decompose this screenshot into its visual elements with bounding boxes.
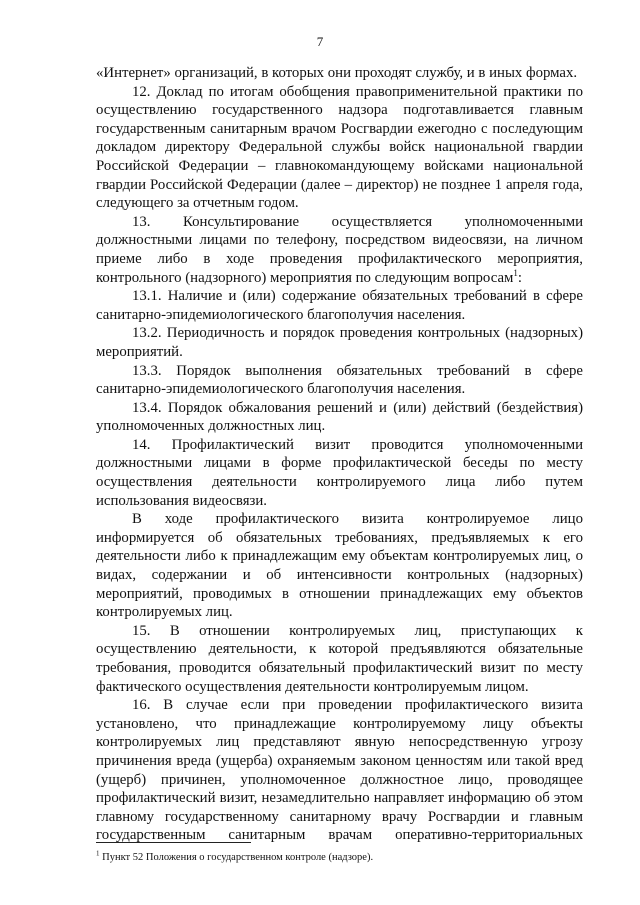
paragraph-suffix: : bbox=[517, 269, 523, 286]
footnote-divider bbox=[96, 842, 251, 843]
paragraph bbox=[96, 324, 583, 361]
paragraph bbox=[96, 362, 583, 399]
document-body bbox=[96, 64, 583, 845]
paragraph bbox=[96, 696, 583, 845]
footnote-text: Пункт 52 Положения о государственном контроле (надзоре). bbox=[102, 852, 374, 863]
paragraph bbox=[96, 64, 583, 83]
paragraph-text: 13. Консультирование осуществляется уполномоченными должностными лицами по телефону, посредством видеосвязи, на личном приеме либо в ходе проведения профилактического мероприятия, контрольного (надзорного) мероприятия по следующим вопросам bbox=[96, 213, 583, 286]
paragraph-text: 13.3. Порядок выполнения обязательных требований в сфере санитарно-эпидемиологического благополучия населения. bbox=[96, 362, 583, 398]
page-number: 7 bbox=[316, 34, 324, 49]
paragraph-text: 13.4. Порядок обжалования решений и (или) действий (бездействия) уполномоченных должностных лиц. bbox=[96, 399, 583, 435]
paragraph-text: 12. Доклад по итогам обобщения правоприменительной практики по осуществлению государственного надзора подготавливается главным государственным санитарным врачом Росгвардии ежегодно с последующим докладом директору Федеральной службы войск национальной гвардии Российской Федерации – главнокомандующему войсками национальной гвардии Российской Федерации (далее – директор) не позднее 1 апреля года, следующего за отчетным годом. bbox=[96, 83, 583, 212]
paragraph-text: «Интернет» организаций, в которых они проходят службу, и в иных формах. bbox=[96, 65, 578, 81]
paragraph-text: 15. В отношении контролируемых лиц, приступающих к осуществлению деятельности, к которой предъявляются обязательные требования, проводится обязательный профилактический визит по месту фактического осуществления деятельности контролируемым лицом. bbox=[96, 622, 583, 695]
paragraph-text: 13.1. Наличие и (или) содержание обязательных требований в сфере санитарно-эпидемиологического благополучия населения. bbox=[96, 288, 583, 323]
paragraph-text: 13.2. Периодичность и порядок проведения контрольных (надзорных) мероприятий. bbox=[96, 325, 583, 360]
paragraph bbox=[96, 83, 583, 213]
paragraph bbox=[96, 622, 583, 696]
paragraph-text: 14. Профилактический визит проводится уполномоченными должностными лицами в форме профилактической беседы по месту осуществления деятельности контролируемого лица либо путем использования видеосвязи. bbox=[96, 436, 583, 509]
footnote-reference: 1 bbox=[513, 267, 518, 278]
paragraph bbox=[96, 213, 583, 287]
paragraph bbox=[96, 287, 583, 324]
footnote bbox=[96, 851, 583, 864]
footnote-marker: 1 bbox=[96, 849, 100, 858]
paragraph-text: В ходе профилактического визита контролируемое лицо информируется об обязательных требованиях, предъявляемых к его деятельности либо к принадлежащим ему объектам контролируемых лиц, о видах, содержании и об интенсивности контрольных (надзорных) мероприятий, проводимых в отношении принадлежащих ему объектов контролируемых лиц. bbox=[96, 511, 583, 621]
paragraph bbox=[96, 399, 583, 436]
paragraph-text: 16. В случае если при проведении профилактического визита установлено, что принадлежащие контролируемому лицу объекты контролируемых лиц представляют явную непосредственную угрозу причинения вреда (ущерба) охраняемым законом ценностям или такой вред (ущерб) причинен, уполномоченное должностное лицо, проводящее профилактический визит, незамедлительно направляет информацию об этом главному государственному санитарному врачу Росгвардии и главным государственным санитарным врачам оперативно-территориальных bbox=[96, 697, 583, 844]
paragraph bbox=[96, 436, 583, 510]
paragraph bbox=[96, 510, 583, 622]
